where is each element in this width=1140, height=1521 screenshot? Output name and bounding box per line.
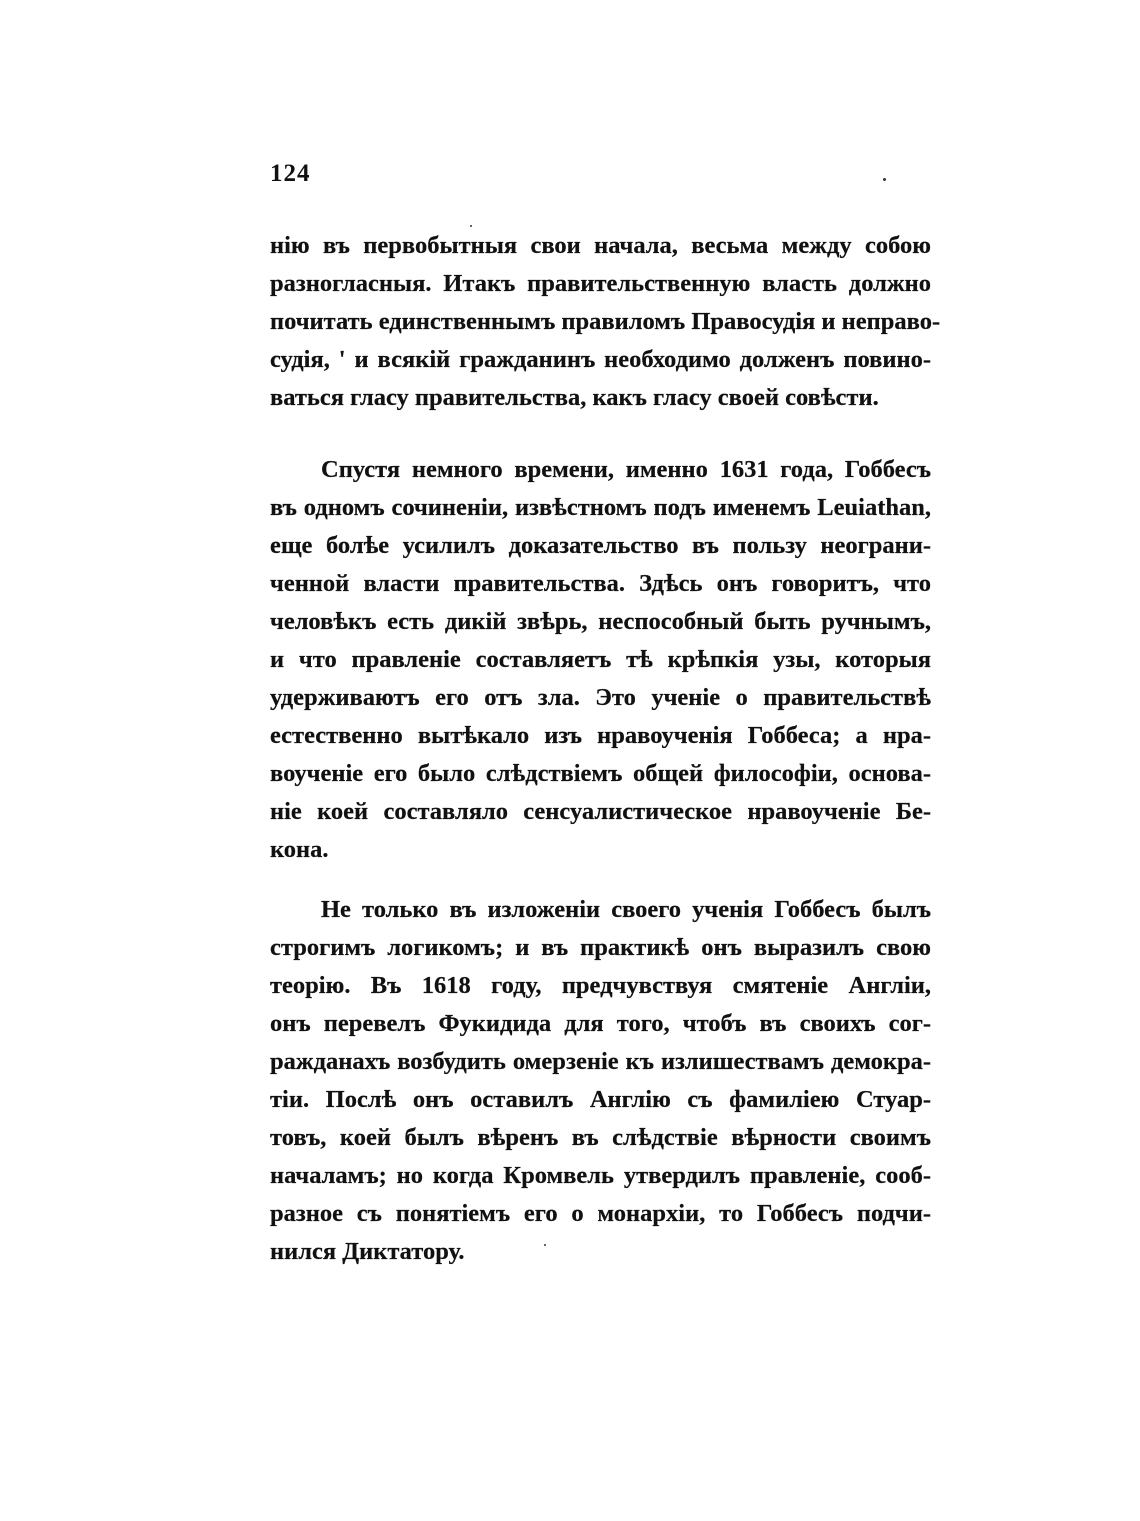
ink-speck — [470, 225, 472, 227]
text-line: Спустя немного времени, именно 1631 года, Гоббесъ — [321, 456, 931, 483]
text-line: еще болѣе усилилъ доказательство въ пользу неограни- — [270, 532, 931, 559]
text-line: человѣкъ есть дикій звѣрь, неспособный быть ручнымъ, — [270, 608, 931, 635]
text-line: ражданахъ возбудить омерзеніе къ излишествамъ демокра- — [270, 1048, 931, 1075]
text-line: ваться гласу правительства, какъ гласу своей совѣсти. — [270, 384, 879, 411]
text-line: теорію. Въ 1618 году, предчувствуя смятеніе Англіи, — [270, 972, 931, 999]
text-line: кона. — [270, 836, 329, 863]
page-number: 124 — [270, 160, 311, 187]
text-line: тіи. Послѣ онъ оставилъ Англію съ фамиліею Стуар- — [270, 1086, 931, 1113]
text-line: судія, ' и всякій гражданинъ необходимо долженъ повино- — [270, 346, 931, 373]
text-line: почитать единственнымъ правиломъ Правосудія и неправо- — [270, 308, 941, 335]
text-line: естественно вытѣкало изъ нравоученія Гоббеса; а нра- — [270, 722, 931, 749]
text-line: нился Диктатору. — [270, 1238, 465, 1265]
text-line: началамъ; но когда Кромвель утвердилъ правленіе, сооб- — [270, 1162, 931, 1189]
text-line: удерживаютъ его отъ зла. Это ученіе о правительствѣ — [270, 684, 931, 711]
text-line: Не только въ изложеніи своего ученія Гоббесъ былъ — [321, 896, 931, 923]
ink-speck — [883, 178, 886, 181]
text-line: строгимъ логикомъ; и въ практикѣ онъ выразилъ свою — [270, 934, 931, 961]
text-line: въ одномъ сочиненіи, извѣстномъ подъ именемъ Leuiathan, — [270, 494, 931, 521]
text-line: и что правленіе составляетъ тѣ крѣпкія узы, которыя — [270, 646, 931, 673]
text-line: нію въ первобытныя свои начала, весьма между собою — [270, 232, 931, 259]
text-line: разное съ понятіемъ его о монархіи, то Гоббесъ подчи- — [270, 1200, 931, 1227]
text-line: товъ, коей былъ вѣренъ въ слѣдствіе вѣрности своимъ — [270, 1124, 931, 1151]
text-line: воученіе его было слѣдствіемъ общей философіи, основа- — [270, 760, 931, 787]
text-line: ніе коей составляло сенсуалистическое нравоученіе Бе- — [270, 798, 931, 825]
text-line: онъ перевелъ Фукидида для того, чтобъ въ своихъ сог- — [270, 1010, 931, 1037]
text-line: разногласныя. Итакъ правительственную власть должно — [270, 270, 931, 297]
text-line: ченной власти правительства. Здѣсь онъ говоритъ, что — [270, 570, 931, 597]
